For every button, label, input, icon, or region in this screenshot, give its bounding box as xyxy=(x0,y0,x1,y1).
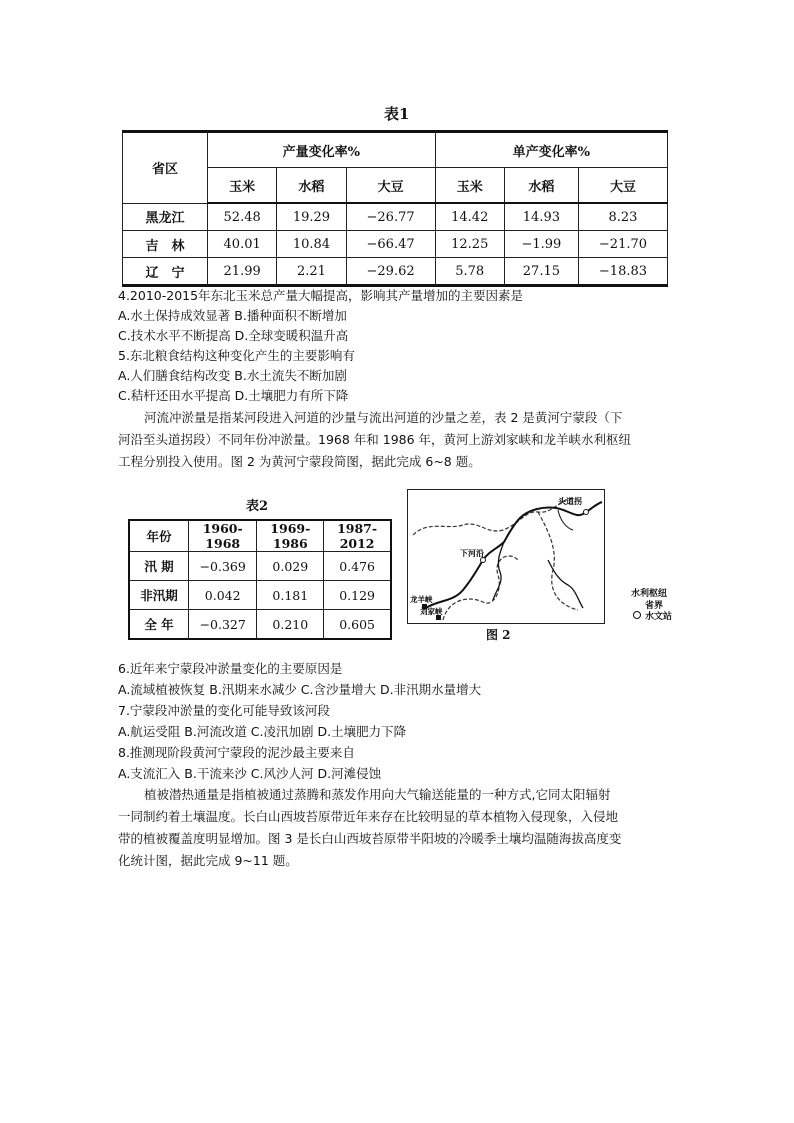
table1-cell: −26.77 xyxy=(346,203,435,231)
table1-crop: 水稻 xyxy=(277,168,346,204)
table2-header: 1987-2012 xyxy=(324,520,391,552)
station-marker xyxy=(584,510,589,515)
table1-crop: 大豆 xyxy=(578,168,667,204)
table2-cell: 0.129 xyxy=(324,581,391,610)
table2-row-label: 全 年 xyxy=(129,610,189,640)
table1-cell: 8.23 xyxy=(578,203,667,231)
table2-cell: 0.029 xyxy=(257,552,324,581)
tributary xyxy=(548,560,583,608)
table1-cell: 27.15 xyxy=(504,258,578,286)
table1-cell: −21.70 xyxy=(578,231,667,258)
question-6-stem: 6.近年来宁蒙段冲淤量变化的主要原因是 xyxy=(118,661,343,676)
legend-border: 省界 xyxy=(645,601,664,611)
table2-cell: 0.210 xyxy=(257,610,324,640)
province-border xyxy=(413,498,573,535)
table1-cell: −18.83 xyxy=(578,258,667,286)
question-4-options: C.技术水平不断提高 D.全球变暖积温升高 xyxy=(118,328,349,343)
table1-cell: 14.93 xyxy=(504,203,578,231)
table2 xyxy=(128,519,392,640)
table2-header: 1969-1986 xyxy=(257,520,324,552)
table2-cell: −0.369 xyxy=(189,552,257,581)
station-marker xyxy=(481,558,486,563)
legend-dam: 水利枢纽 xyxy=(631,589,668,599)
figure2-caption: 图 2 xyxy=(486,628,511,642)
table1-cell: 10.84 xyxy=(277,231,346,258)
passage-line: 河流冲淤量是指某河段进入河道的沙量与流出河道的沙量之差，表 2 是黄河宁蒙段（下 xyxy=(144,410,623,425)
table1-group-output: 产量变化率% xyxy=(208,132,436,168)
label-liujiaxia: 刘家峡 xyxy=(420,607,443,616)
question-7-options: A.航运受阻 B.河流改道 C.凌汛加剧 D.土壤肥力下降 xyxy=(118,724,407,739)
legend-station-icon xyxy=(633,611,641,619)
map-drawing xyxy=(408,490,604,623)
passage-line: 带的植被覆盖度明显增加。图 3 是长白山西坡苔原带半阳坡的冷暖季土壤均温随海拔高度变 xyxy=(118,831,622,846)
question-5-options: C.秸杆还田水平提高 D.土壤肥力有所下降 xyxy=(118,388,349,403)
table2-cell: −0.327 xyxy=(189,610,257,640)
table2-cell: 0.476 xyxy=(324,552,391,581)
label-toudaoguai: 头道拐 xyxy=(558,497,582,506)
table1-crop: 水稻 xyxy=(504,168,578,204)
passage-line: 化统计图，据此完成 9~11 题。 xyxy=(118,853,298,868)
table1-crop: 大豆 xyxy=(346,168,435,204)
passage-line: 植被潜热通量是指植被通过蒸腾和蒸发作用向大气输送能量的一种方式,它同太阳辐射 xyxy=(144,787,611,802)
table1-cell: 12.25 xyxy=(435,231,504,258)
table2-header: 年份 xyxy=(129,520,189,552)
table2-cell: 0.605 xyxy=(324,610,391,640)
province-border xyxy=(538,512,578,610)
table1 xyxy=(122,130,668,287)
table1-cell: 52.48 xyxy=(208,203,277,231)
table1-cell: 14.42 xyxy=(435,203,504,231)
passage-line: 工程分别投入使用。图 2 为黄河宁蒙段简图，据此完成 6~8 题。 xyxy=(118,454,481,469)
table1-cell: 19.29 xyxy=(277,203,346,231)
table1-cell: −1.99 xyxy=(504,231,578,258)
question-8-options: A.支流汇入 B.干流来沙 C.风沙人河 D.河滩侵蚀 xyxy=(118,766,382,781)
table1-cell: −29.62 xyxy=(346,258,435,286)
yellow-river-map xyxy=(407,489,605,624)
question-7-stem: 7.宁蒙段冲淤量的变化可能导致该河段 xyxy=(118,703,330,718)
table1-province: 辽 宁 xyxy=(123,258,208,286)
table1-cell: 5.78 xyxy=(435,258,504,286)
passage-line: 一同制约着土壤温度。长白山西坡苔原带近年来存在比较明显的草本植物入侵现象，入侵地 xyxy=(118,809,619,824)
label-xiaheyan: 下河沿 xyxy=(460,549,484,558)
label-longyangxia: 龙羊峡 xyxy=(410,595,433,604)
passage-line: 河沿至头道拐段）不同年份冲淤量。1968 年和 1986 年，黄河上游刘家峡和龙羊峡水利枢纽 xyxy=(118,432,632,447)
table1-crop: 玉米 xyxy=(435,168,504,204)
question-6-options: A.流域植被恢复 B.汛期来水减少 C.含沙量增大 D.非汛期水量增大 xyxy=(118,682,482,697)
table1-cell: 21.99 xyxy=(208,258,277,286)
table1-province: 黑龙江 xyxy=(123,203,208,231)
table2-row-label: 非汛期 xyxy=(129,581,189,610)
question-8-stem: 8.推测现阶段黄河宁蒙段的泥沙最主要来自 xyxy=(118,745,355,760)
table1-province: 吉 林 xyxy=(123,231,208,258)
question-4-options: A.水土保持成效显著 B.播种面积不断增加 xyxy=(118,308,347,323)
table1-cell: 40.01 xyxy=(208,231,277,258)
table2-cell: 0.181 xyxy=(257,581,324,610)
table1-cell: −66.47 xyxy=(346,231,435,258)
legend-station: 水文站 xyxy=(645,612,673,622)
table1-header-province: 省区 xyxy=(123,132,208,204)
table2-row-label: 汛 期 xyxy=(129,552,189,581)
table1-cell: 2.21 xyxy=(277,258,346,286)
table2-header: 1960-1968 xyxy=(189,520,257,552)
table1-crop: 玉米 xyxy=(208,168,277,204)
table2-cell: 0.042 xyxy=(189,581,257,610)
table1-group-yield: 单产变化率% xyxy=(435,132,667,168)
yellow-river xyxy=(426,502,602,608)
table2-title: 表2 xyxy=(246,499,269,514)
table1-title: 表1 xyxy=(384,105,410,123)
question-5-options: A.人们膳食结构改变 B.水土流失不断加剧 xyxy=(118,368,347,383)
question-4-stem: 4.2010-2015年东北玉米总产量大幅提高，影响其产量增加的主要因素是 xyxy=(118,288,524,303)
question-5-stem: 5.东北粮食结构这种变化产生的主要影响有 xyxy=(118,348,355,363)
